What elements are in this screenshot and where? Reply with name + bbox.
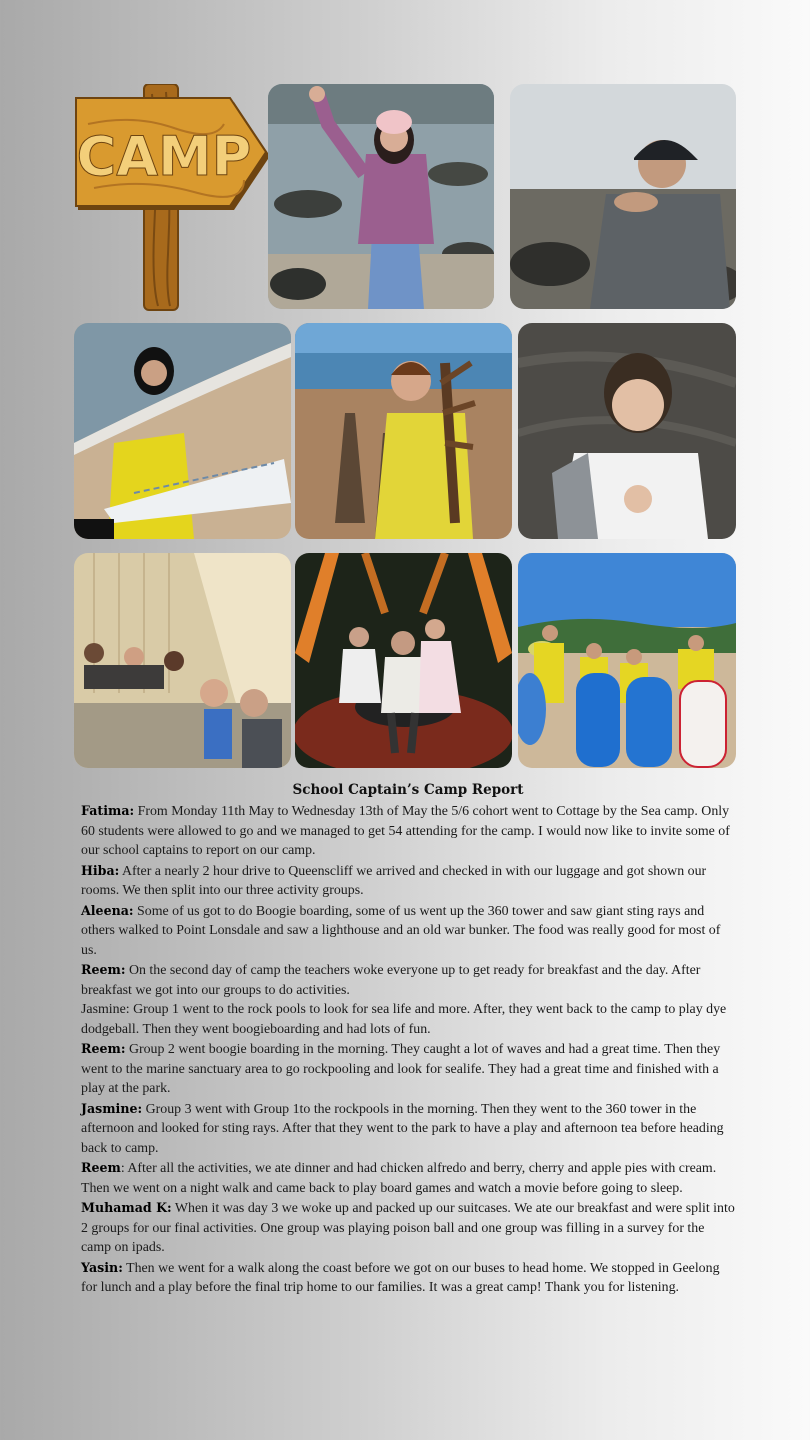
report-paragraph (81, 1158, 737, 1198)
paragraph-text: After a nearly 2 hour drive to Queenscliff we arrived and checked in with our luggage and got shown our rooms. We then split into our three activity groups. (81, 863, 707, 898)
report-paragraph (81, 901, 737, 961)
photo-students-shelter (74, 553, 291, 768)
speaker-name: Fatima: (81, 803, 135, 818)
paragraph-text: : After all the activities, we ate dinner and had chicken alfredo and berry, cherry and apple pies with cream. Then we went on a night walk and came back to play board games and watch a movie before going to sleep. (81, 1161, 717, 1196)
paragraph-text: On the second day of camp the teachers woke everyone up to get ready for breakfast and the day. After breakfast we got into our groups to do activities. (81, 963, 701, 998)
report-paragraph (81, 960, 737, 1000)
camp-sign-text: CAMP (76, 125, 252, 188)
report-paragraph (81, 1099, 737, 1159)
paragraph-text: Group 3 went with Group 1to the rockpools in the morning. Then they went to the 360 tower in the afternoon and looked for sting rays. After that they went to the park to have a play and afternoon tea before heading back to camp. (81, 1101, 724, 1156)
speaker-name: Reem (81, 1160, 121, 1175)
camp-sign-graphic (74, 84, 274, 312)
speaker-name: Reem: (81, 962, 126, 977)
photo-boy-seaweed-beach (295, 323, 512, 539)
report-paragraph (81, 1000, 737, 1039)
report-paragraph (81, 1258, 737, 1298)
report-paragraph (81, 861, 737, 901)
paragraph-text: When it was day 3 we woke up and packed up our suitcases. We ate our breakfast and were split into 2 groups for our final activities. One group was playing poison ball and one group was filling in a survey for the camp on ipads. (81, 1201, 735, 1255)
report-title: School Captain’s Camp Report (292, 782, 524, 798)
speaker-name: Muhamad K: (81, 1200, 172, 1215)
speaker-name: Hiba: (81, 862, 120, 878)
paragraph-text: Then we went for a walk along the coast before we got on our buses to head home. We stopped in Geelong for lunch and a play before the final trip home to our families. It was a great camp! Thank you for listening. (81, 1260, 720, 1295)
photo-boy-cap-rocks (510, 84, 736, 309)
speaker-name: Jasmine: (81, 1100, 143, 1116)
report-body (81, 801, 737, 1298)
speaker-name: Yasin: (81, 1259, 123, 1275)
paragraph-text: Jasmine: Group 1 went to the rock pools to look for sea life and more. After, they went back to the camp to play dye dodgeball. Then they went boogieboarding and had lots of fun. (81, 1002, 727, 1037)
report-paragraph (81, 1039, 737, 1099)
photo-girl-rock-pools (268, 84, 494, 309)
photo-group-bodyboards (518, 553, 736, 768)
paragraph-text: Some of us got to do Boogie boarding, some of us went up the 360 tower and saw giant sting rays and others walked to Point Lonsdale and saw a lighthouse and an old war bunker. The food was really good for most of us. (81, 903, 721, 958)
photo-girl-surfboard-beach (74, 323, 291, 539)
photo-group-night-swing (295, 553, 512, 768)
report-paragraph (81, 1198, 737, 1258)
speaker-name: Reem: (81, 1041, 126, 1056)
paragraph-text: From Monday 11th May to Wednesday 13th of May the 5/6 cohort went to Cottage by the Sea camp. Only 60 students were allowed to go and we managed to get 54 attending for the camp. I would now like to invite some of our school captains to report on our camp. (81, 804, 730, 858)
report-paragraph (81, 801, 737, 861)
paragraph-text: Group 2 went boogie boarding in the morning. They caught a lot of waves and had a great time. Then they went to the marine sanctuary area to go rockpooling and look for sealife. They had a great time and finished with a play at the park. (81, 1042, 721, 1096)
photo-boy-peace-sign (518, 323, 736, 539)
speaker-name: Aleena: (81, 902, 134, 918)
